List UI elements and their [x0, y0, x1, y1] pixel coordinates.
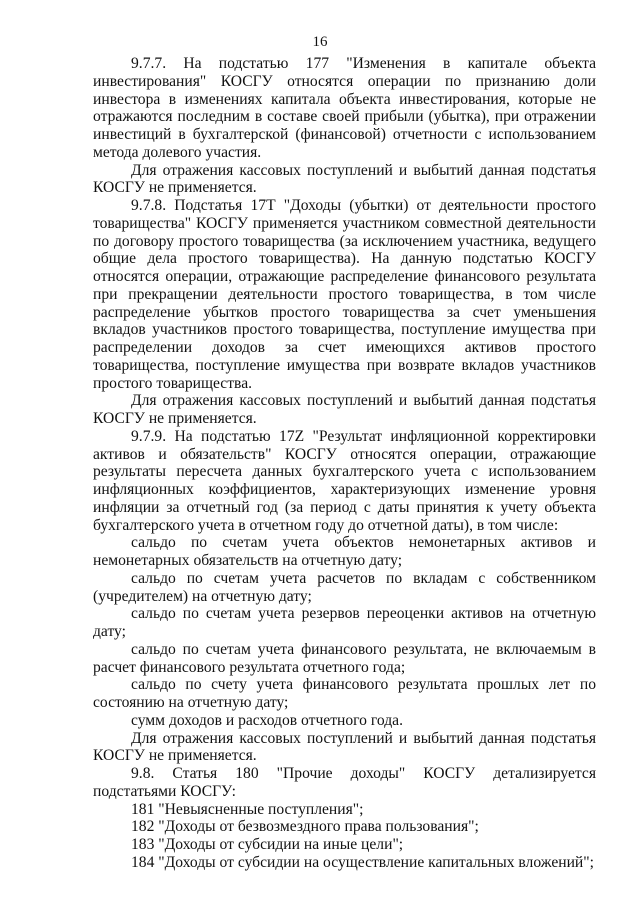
paragraph-9-7-8: 9.7.8. Подстатья 17Т "Доходы (убытки) от деятельности простого товарищества" КОСГУ применяется участником совместной деятельности по договору простого товарищества (за исключением участника, ведущего общие дела простого товарищества). На данную подстатью КОСГУ относятся операции, отражающие распределение финансового результата при прекращении деятельности простого товарищества, в том числе распределение убытков простого товарищества за счет уменьшения вкладов участников простого товарищества, поступление имущества при распределении доходов за счет имеющихся активов простого товарищества, поступление имущества при возврате вкладов участников простого товарищества. — [93, 197, 596, 392]
paragraph-saldo-item: сальдо по счетам учета резервов переоценки активов на отчетную дату; — [93, 605, 596, 640]
paragraph-cash-note: Для отражения кассовых поступлений и выбытий данная подстатья КОСГУ не применяется. — [93, 161, 596, 197]
list-item-183: 183 "Доходы от субсидии на иные цели"; — [131, 836, 404, 853]
document-body — [93, 55, 596, 872]
page-number: 16 — [312, 34, 328, 50]
paragraph-9-8: 9.8. Статья 180 "Прочие доходы" КОСГУ детализируется подстатьями КОСГУ: — [93, 765, 596, 800]
list-item-181: 181 "Невыясненные поступления"; — [131, 800, 364, 818]
paragraph-saldo-item: сальдо по счетам учета объектов немонетарных активов и немонетарных обязательств на отчетную дату; — [93, 534, 596, 569]
paragraph-saldo-item: сумм доходов и расходов отчетного года. — [131, 711, 403, 729]
paragraph-cash-note: Для отражения кассовых поступлений и выбытий данная подстатья КОСГУ не применяется. — [93, 729, 596, 765]
list-item-182: 182 "Доходы от безвозмездного права пользования"; — [131, 818, 479, 836]
paragraph-9-7-9: 9.7.9. На подстатью 17Z "Результат инфляционной корректировки активов и обязательств" КОСГУ относятся операции, отражающие результаты пересчета данных бухгалтерского учета с использованием инфляционных коэффициентов, характеризующих изменение уровня инфляции за отчетный год (за период с даты принятия к учету объекта бухгалтерского учета в отчетном году до отчетной даты), в том числе: — [93, 427, 596, 534]
paragraph-saldo-item: сальдо по счетам учета финансового результата, не включаемым в расчет финансового результата отчетного года; — [93, 640, 596, 676]
paragraph-saldo-item: сальдо по счетам учета расчетов по вкладам с собственником (учредителем) на отчетную дату; — [93, 569, 596, 605]
paragraph-saldo-item: сальдо по счету учета финансового результата прошлых лет по состоянию на отчетную дату; — [93, 676, 596, 711]
paragraph-cash-note: Для отражения кассовых поступлений и выбытий данная подстатья КОСГУ не применяется. — [93, 392, 596, 427]
paragraph-9-7-7: 9.7.7. На подстатью 177 "Изменения в капитале объекта инвестирования" КОСГУ относятся операции по признанию доли инвестора в изменениях капитала объекта инвестирования, которые не отражаются последним в составе своей прибыли (убытка), при отражении инвестиций в бухгалтерской (финансовой) отчетности с использованием метода долевого участия. — [93, 55, 596, 161]
list-item-184: 184 "Доходы от субсидии на осуществление капитальных вложений"; — [131, 853, 594, 871]
